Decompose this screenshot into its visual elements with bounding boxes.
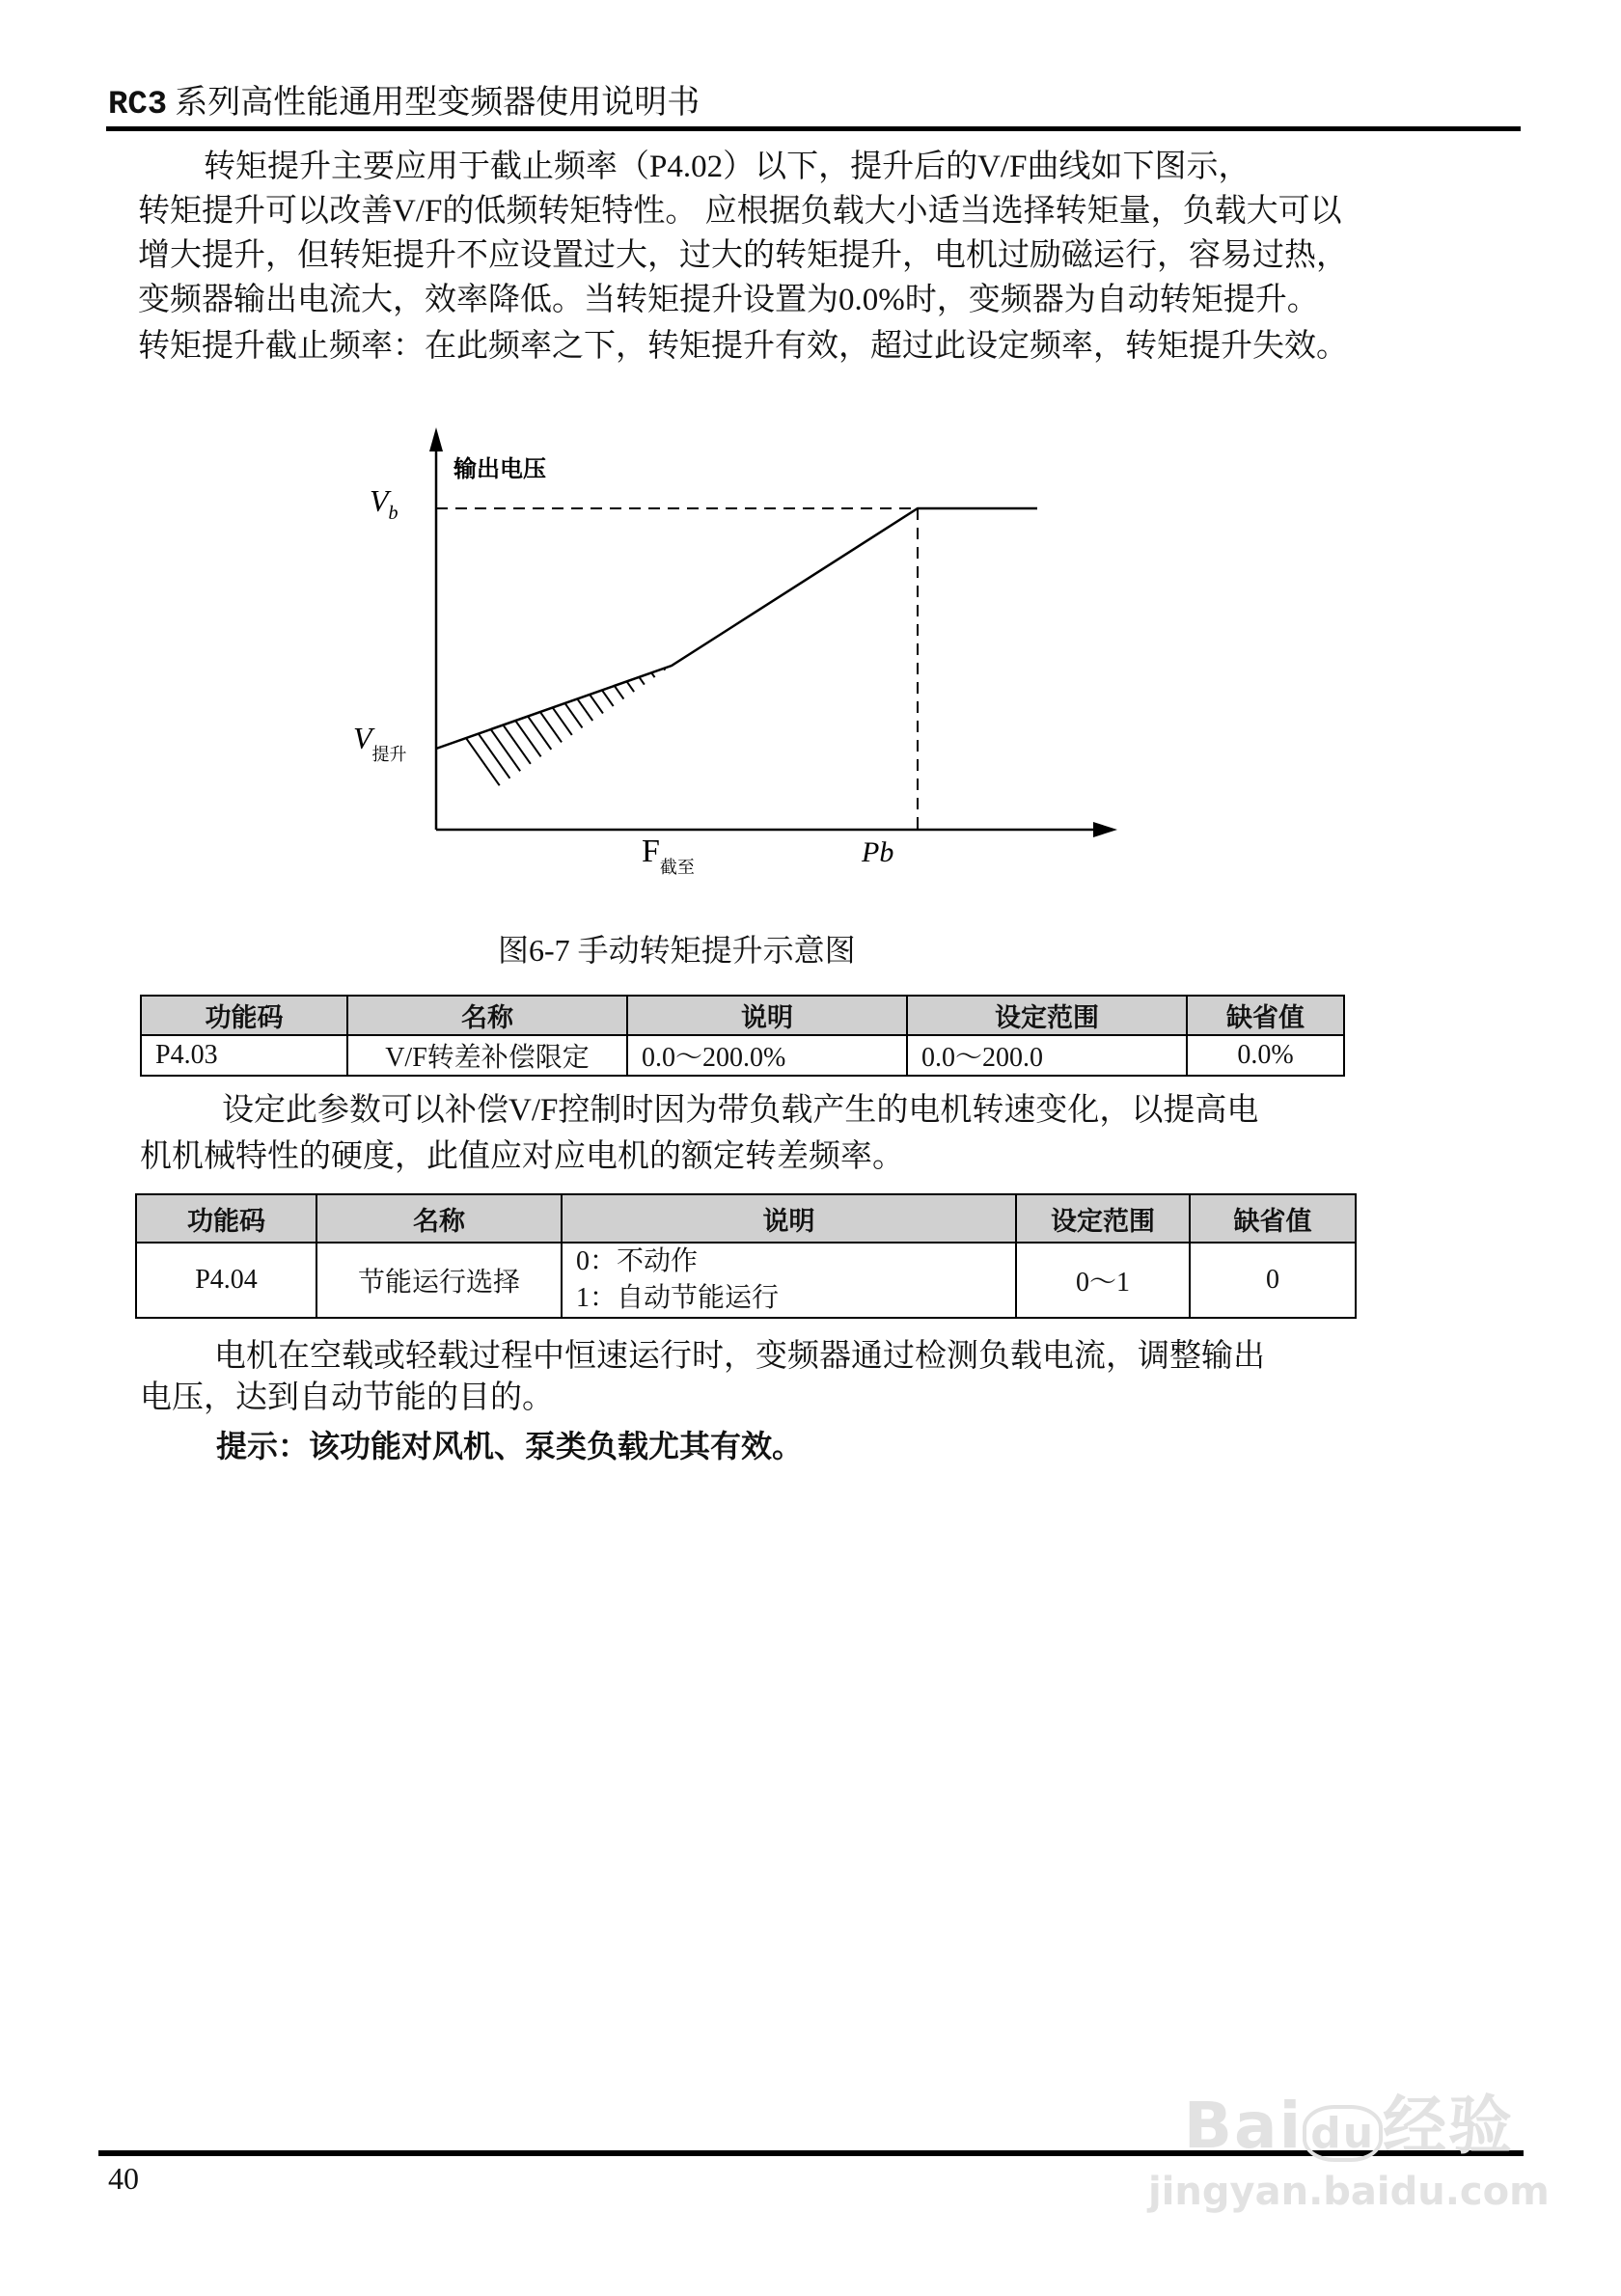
table-row — [141, 1035, 1344, 1076]
col-header: 缺省值 — [1187, 996, 1344, 1035]
page-number: 40 — [108, 2161, 139, 2196]
hatch-line — [430, 666, 546, 830]
hatch-line — [662, 666, 778, 830]
watermark-logo: Bai du 经验 — [1183, 2089, 1515, 2163]
hatch-line — [508, 666, 623, 830]
hatch-line — [554, 666, 670, 830]
col-header: 设定范围 — [907, 996, 1187, 1035]
header-title: 系列高性能通用型变频器使用说明书 — [175, 85, 701, 121]
hatch-line — [693, 666, 809, 830]
intro-line: 转矩提升截止频率：在此频率之下，转矩提升有效，超过此设定频率，转矩提升失效。 — [138, 329, 1348, 364]
hatch-line — [446, 666, 562, 830]
intro-line: 增大提升，但转矩提升不应设置过大，过大的转矩提升，电机过励磁运行，容易过热， — [138, 238, 1348, 273]
hatch-line — [600, 666, 716, 830]
y-axis-arrow-icon — [429, 427, 443, 451]
desc-option: 1：自动节能运行 — [576, 1283, 780, 1313]
cell-name: V/F转差补偿限定 — [347, 1035, 627, 1076]
hatch-line — [477, 666, 592, 830]
hatch-line — [461, 666, 577, 830]
hatch-line — [631, 666, 747, 830]
col-header: 名称 — [347, 996, 627, 1035]
para2-line: 机机械特性的硬度，此值应对应电机的额定转差频率。 — [140, 1139, 904, 1174]
intro-line: 转矩提升主要应用于截止频率（P4.02）以下，提升后的V/F曲线如下图示， — [204, 150, 1250, 184]
para3-line: 电压，达到自动节能的目的。 — [140, 1380, 554, 1415]
baidu-watermark — [1148, 2074, 1550, 2214]
y-axis-label: 输出电压 — [453, 455, 546, 482]
hatch-line — [492, 666, 608, 830]
boost-hatch — [415, 666, 809, 830]
para3-line: 电机在空载或轻载过程中恒速运行时，变频器通过检测负载电流，调整输出 — [214, 1339, 1265, 1374]
cell-name: 节能运行选择 — [316, 1243, 562, 1318]
hatch-line — [538, 666, 654, 830]
cell-desc: 0.0～200.0% — [627, 1035, 907, 1076]
param-table-p404 — [135, 1193, 1357, 1319]
hatch-line — [646, 666, 762, 830]
vb-label: $V_b$ — [370, 483, 398, 524]
col-header: 说明 — [562, 1194, 1016, 1243]
pb-label: Pb — [862, 836, 894, 868]
cell-range: 0～1 — [1016, 1243, 1190, 1318]
table-row — [136, 1243, 1356, 1318]
vboost-label: $V_{提升}$ — [353, 721, 407, 764]
intro-line: 变频器输出电流大，效率降低。当转矩提升设置为0.0%时，变频器为自动转矩提升。 — [138, 283, 1319, 317]
col-header: 名称 — [316, 1194, 562, 1243]
hatch-line — [616, 666, 731, 830]
col-header: 说明 — [627, 996, 907, 1035]
fcut-label: $F_{截至}$ — [642, 834, 695, 877]
param-table-p403 — [140, 995, 1345, 1077]
hatch-line — [569, 666, 685, 830]
col-header: 功能码 — [141, 996, 347, 1035]
col-header: 设定范围 — [1016, 1194, 1190, 1243]
cell-code: P4.04 — [136, 1243, 316, 1318]
cell-default: 0.0% — [1187, 1035, 1344, 1076]
desc-option: 0：不动作 — [576, 1246, 699, 1276]
vf-curve-diagram — [0, 0, 1621, 965]
vf-curve — [436, 508, 1037, 749]
x-axis-arrow-icon — [1093, 822, 1117, 837]
cell-default: 0 — [1190, 1243, 1356, 1318]
watermark-url: jingyan.baidu.com — [1148, 2170, 1550, 2214]
col-header: 功能码 — [136, 1194, 316, 1243]
header-model: RC3 — [108, 87, 168, 123]
cell-range: 0.0～200.0 — [907, 1035, 1187, 1076]
col-header: 缺省值 — [1190, 1194, 1356, 1243]
tip-note: 提示：该功能对风机、泵类负载尤其有效。 — [216, 1428, 804, 1464]
cell-code: P4.03 — [141, 1035, 347, 1076]
hatch-line — [677, 666, 793, 830]
intro-line: 转矩提升可以改善V/F的低频转矩特性。 应根据负载大小适当选择转矩量，负载大可以 — [138, 194, 1342, 229]
para2-line: 设定此参数可以补偿V/F控制时因为带负载产生的电机转速变化，以提高电 — [222, 1093, 1259, 1128]
hatch-line — [415, 666, 531, 830]
cell-desc — [562, 1243, 1016, 1318]
hatch-line — [523, 666, 639, 830]
figure-caption: 图6-7 手动转矩提升示意图 — [498, 933, 856, 968]
